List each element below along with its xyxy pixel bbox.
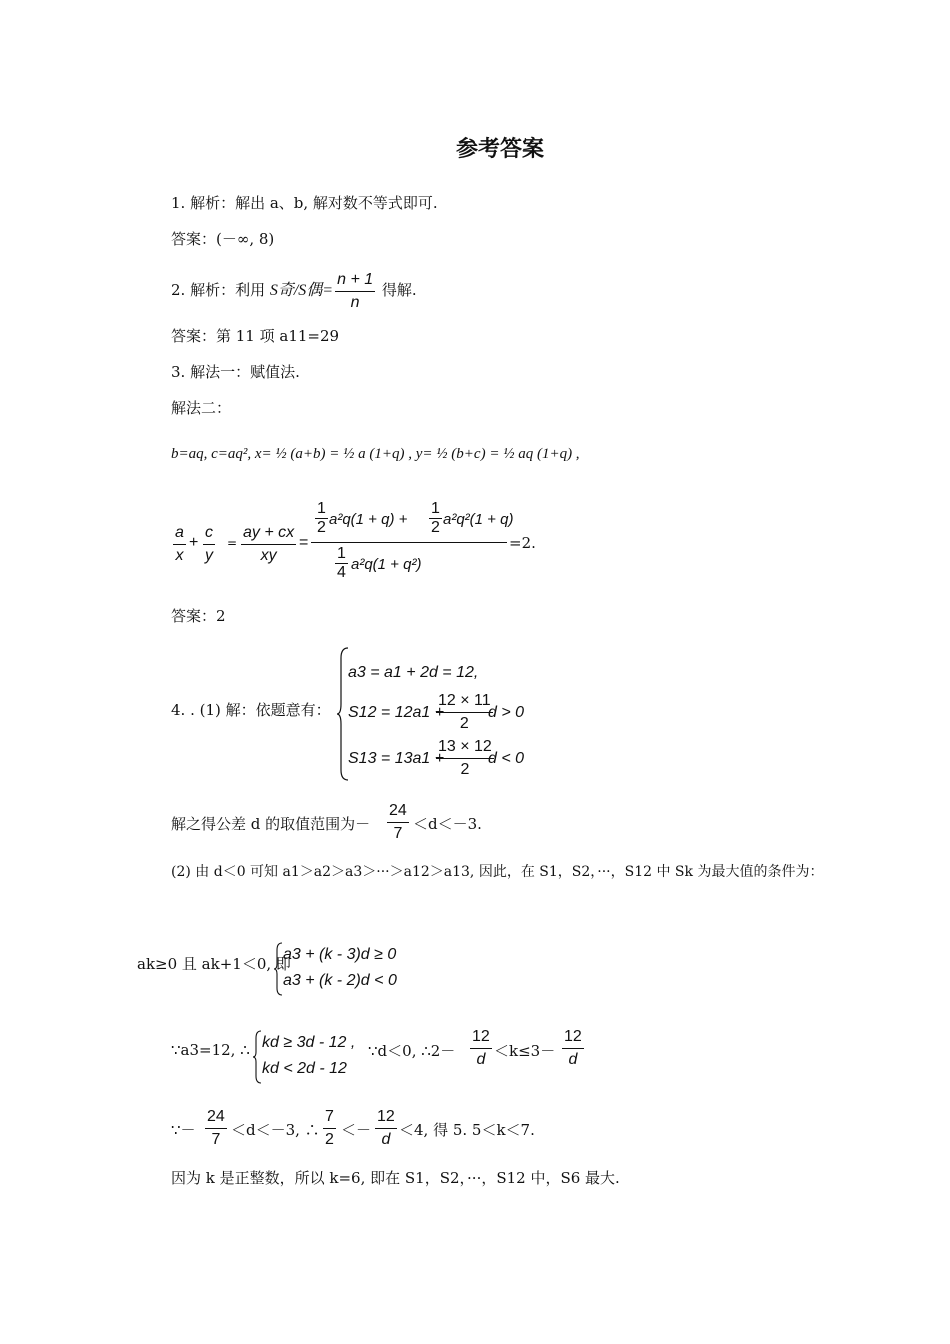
q2-ratio: S奇/S偶= — [269, 282, 334, 299]
q2-frac-num: n + 1 — [335, 269, 375, 292]
q4-cond-sys2: a3 + (k - 2)d < 0 — [283, 972, 397, 989]
q4-part2: (2) 由 d＜0 可知 a1＞a2＞a3＞···＞a12＞a13, 因此，在 S1，S2，···，S12 中 Sk 为最大值的条件为： — [171, 864, 824, 880]
q2-answer: 答案：第 11 项 a11=29 — [171, 327, 340, 345]
answer-page: 参考答案 1. 解析：解出 a、b, 解对数不等式即可. 答案：(－∞, 8) 2. 解析：利用 S奇/S偶= $\frac{n + 1}{n}$ 得解. 答案：第 11 项 a11=29 3. 解法一：赋值法. 解法二： b=aq, c=aq², x= ½ (a+b) = ½ a (1+q) , y= ½ (b+c) = ½ aq (1+q) , $\frac{a}{x}$ + $\frac{c}{y}$ = $\frac{ay + cx}{xy}$ = $\frac{1}{2}$ a²q(1 + q) + $\frac{1}{2}$ a²q²(1 + q) $\frac{1}{4}$ a²q(1 + q²) =2. 答案：2 4. . (1) 解：依题意有： a3 = a1 + 2d = 12, S12 = 12a1 + $\frac{12 \times 11}{2}$ d > 0 S13 = 13a1 + $\frac{13 \times 12}{2}$ d < 0 解之得公差 d 的取值范围为－ $\frac{24}{7}$ ＜d＜－3. (2) 由 d＜0 可知 a1＞a2＞a3＞···＞a12＞a13, 因此，在 S1，S2，···，S12 中 Sk 为最大值的条件为： ak≥0 且 ak+1＜0, 即 a3 + (k - 3)d ≥ 0 a3 + (k - 2)d < 0 ∵a3=12, ∴ kd ≥ 3d - 12 , kd < 2d - 12 ∵d＜0, ∴2－ $\frac{12}{d}$ ＜k≤3－ $\frac{12}{d}$ ∵－ $\frac{24}{7}$ ＜d＜－3, ∴ $\frac{7}{2}$ ＜－ $\frac{12}{d}$ ＜4, 得 5. 5＜k＜7. 因为 k 是正整数，所以 k=6, 即在 S1，S2，···，S12 中，S6 最大. — [0, 0, 950, 1344]
q3-main-den: $\frac{1}{4}$ a²q(1 + q²) — [337, 545, 422, 581]
q4-conclusion: 因为 k 是正整数，所以 k=6, 即在 S1，S2，···，S12 中，S6 最大. — [171, 1169, 620, 1187]
q4-since1-sys1: kd ≥ 3d - 12 , — [262, 1034, 356, 1051]
q4-since1-sys2: kd < 2d - 12 — [262, 1060, 347, 1077]
q3-result: =2. — [509, 534, 536, 552]
q2-frac-den: n — [350, 293, 360, 311]
q4-sys1: a3 = a1 + 2d = 12, — [348, 664, 479, 681]
q4-cond-sys1: a3 + (k - 3)d ≥ 0 — [283, 946, 397, 963]
q3-frac-sum: $\frac{ay + cx}{xy}$ — [243, 524, 295, 564]
q2-fraction — [335, 269, 375, 314]
q3-frac-a-x: $\frac{a}{x}$ — [175, 524, 184, 564]
q3-line1: b=aq, c=aq², x= ½ (a+b) = ½ a (1+q) , y= ½ (b+c) = ½ aq (1+q) , — [171, 446, 580, 462]
page-title: 参考答案 — [455, 137, 544, 162]
q2-analysis — [171, 268, 417, 314]
q4-since2: ∵－ $\frac{24}{7}$ ＜d＜－3, ∴ $\frac{7}{2}$ ＜－ $\frac{12}{d}$ ＜4, 得 5. 5＜k＜7. — [171, 1108, 535, 1148]
q2-prefix: 2. 解析：利用 — [171, 281, 270, 299]
q4-cond-prefix: ak≥0 且 ak+1＜0, 即 — [137, 955, 291, 973]
q4-since1-prefix: ∵a3=12, ∴ — [171, 1041, 250, 1059]
q3-frac-c-y: $\frac{c}{y}$ — [205, 524, 213, 564]
q1-analysis: 1. 解析：解出 a、b, 解对数不等式即可. — [171, 194, 438, 212]
q3-answer: 答案：2 — [171, 607, 226, 625]
q3-method1: 3. 解法一：赋值法. — [171, 363, 300, 381]
q3-method2: 解法二： — [171, 399, 232, 417]
q3-main-num: $\frac{1}{2}$ a²q(1 + q) + $\frac{1}{2}$ a²q²(1 + q) — [311, 500, 507, 543]
q1-answer: 答案：(－∞, 8) — [171, 230, 275, 248]
q2-suffix: 得解. — [377, 281, 417, 299]
q4-intro: 4. . (1) 解：依题意有： — [171, 701, 331, 719]
q3-main-fraction — [311, 500, 514, 585]
